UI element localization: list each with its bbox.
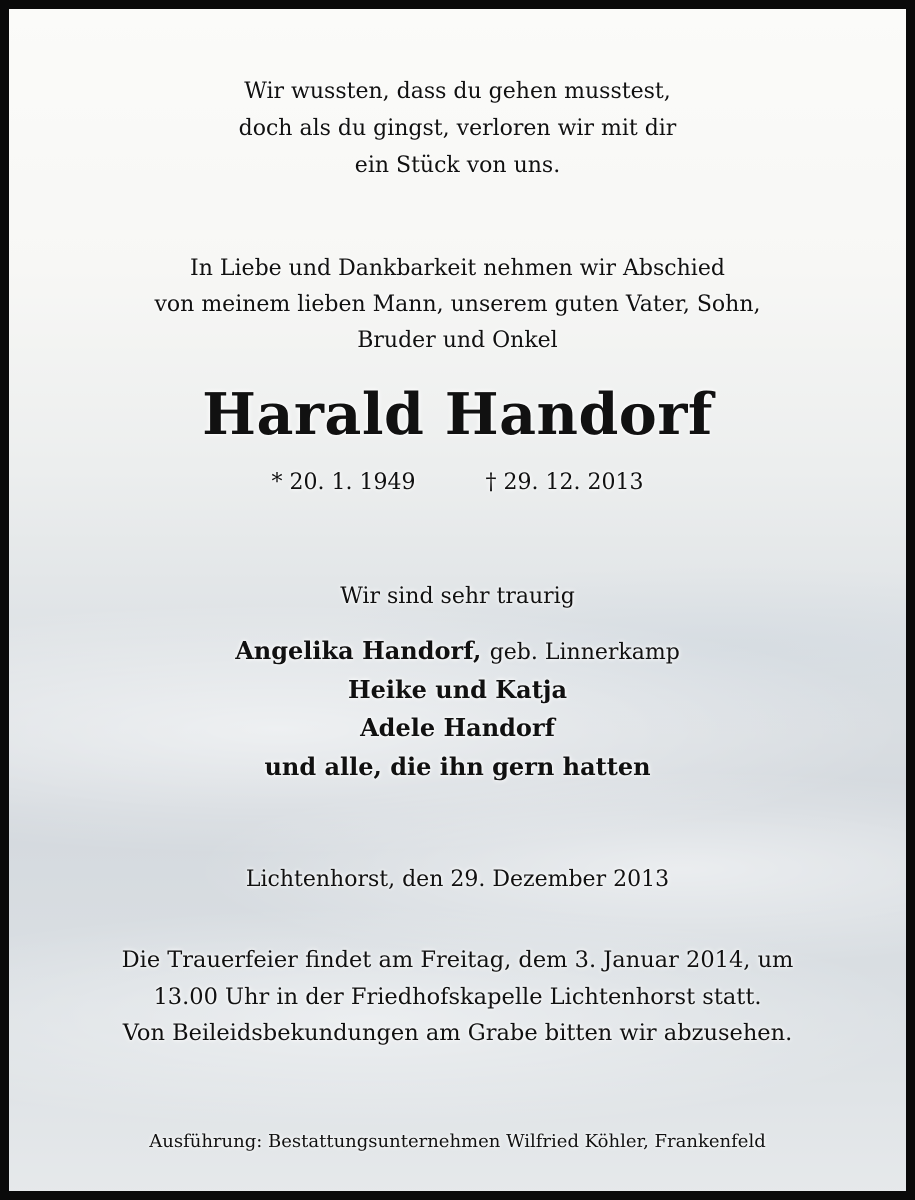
mourner-children: Heike und Katja <box>347 675 568 704</box>
intro-line-3: Bruder und Onkel <box>357 328 558 353</box>
verse-line-3: ein Stück von uns. <box>354 153 561 178</box>
wife-name: Angelika Handorf, <box>235 636 482 665</box>
mourner-all: und alle, die ihn gern hatten <box>264 752 651 781</box>
service-line-2: 13.00 Uhr in der Friedhofskapelle Lichtenhorst statt. <box>153 984 762 1010</box>
intro-line-1: In Liebe und Dankbarkeit nehmen wir Abschied <box>190 256 725 281</box>
birth-date: * 20. 1. 1949 <box>271 470 416 495</box>
verse-line-2: doch als du gingst, verloren wir mit dir <box>238 116 677 141</box>
mourner-wife <box>9 636 906 665</box>
place-and-date: Lichtenhorst, den 29. Dezember 2013 <box>245 867 670 892</box>
mourner-relative: Adele Handorf <box>360 713 555 742</box>
condolence-request: Von Beileidsbekundungen am Grabe bitten wir abzusehen. <box>122 1020 793 1046</box>
service-line-1: Die Trauerfeier findet am Freitag, dem 3. Januar 2014, um <box>121 947 794 973</box>
verse-line-1: Wir wussten, dass du gehen musstest, <box>244 79 671 104</box>
funeral-home-credit: Ausführung: Bestattungsunternehmen Wilfried Köhler, Frankenfeld <box>149 1131 766 1152</box>
deceased-name: Harald Handorf <box>202 381 713 448</box>
life-dates <box>9 470 906 495</box>
wife-maiden-name: geb. Linnerkamp <box>489 640 680 665</box>
mourning-statement: Wir sind sehr traurig <box>340 584 575 609</box>
death-date: † 29. 12. 2013 <box>485 470 644 495</box>
intro-line-2: von meinem lieben Mann, unserem guten Vater, Sohn, <box>154 292 761 317</box>
